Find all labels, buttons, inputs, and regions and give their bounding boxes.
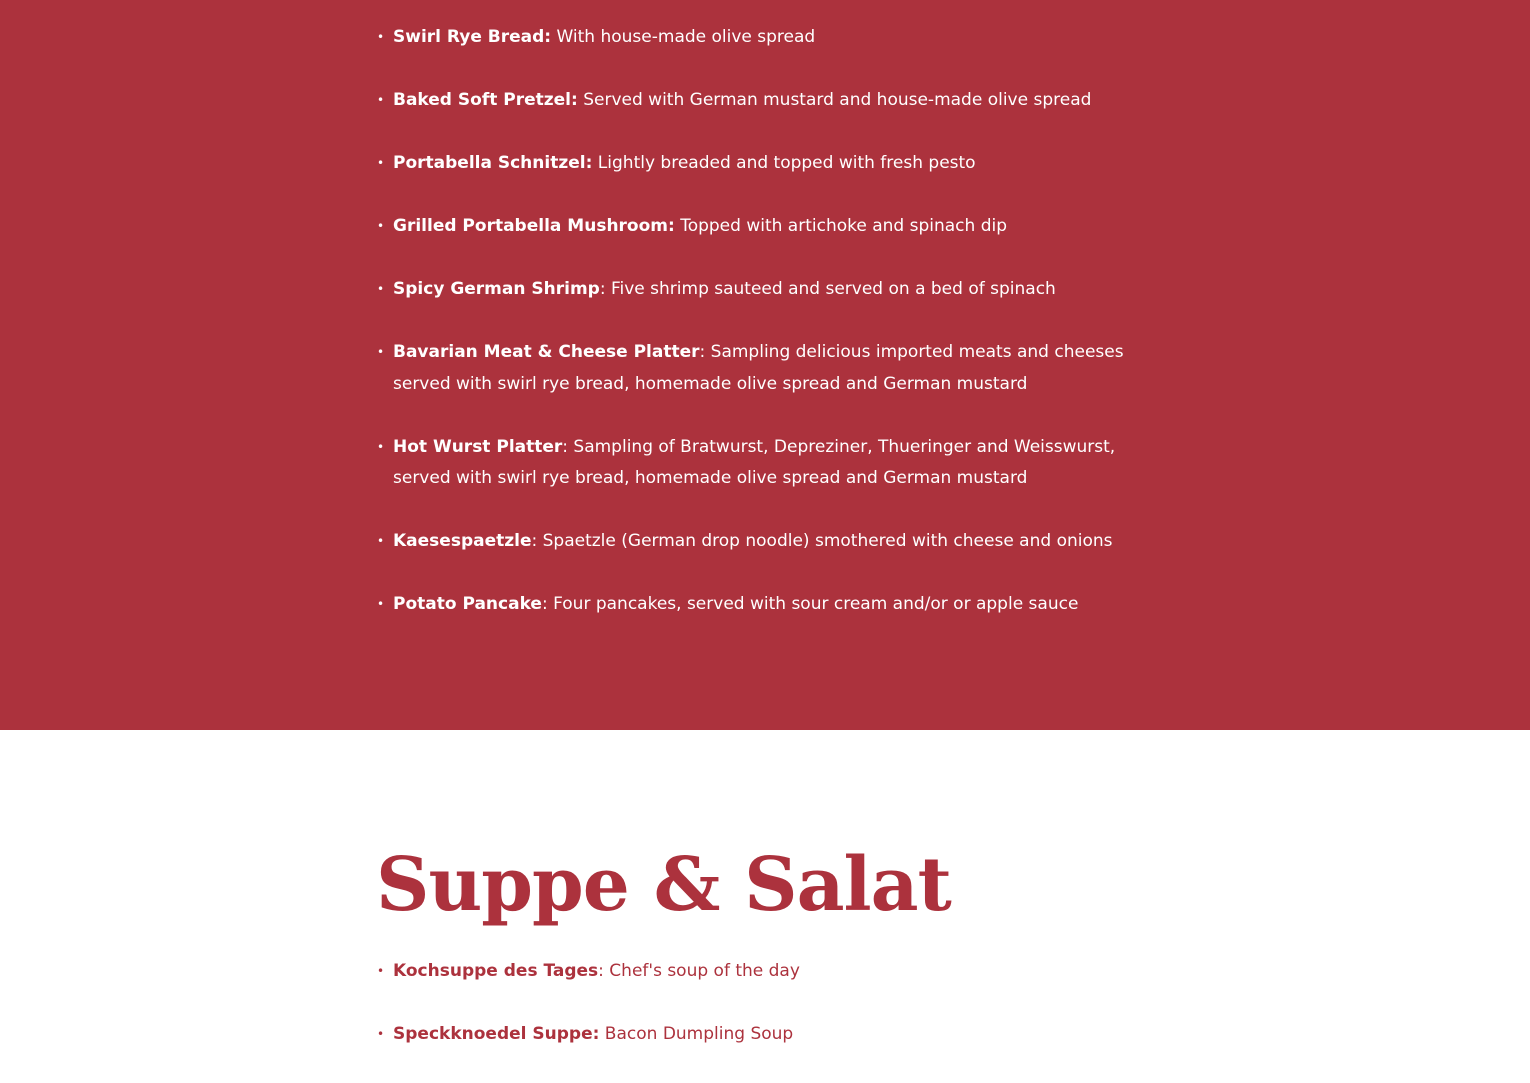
- soup-salad-section: [0, 730, 1530, 1083]
- menu-item-name: Swirl Rye Bread:: [393, 27, 552, 47]
- list-item: [377, 337, 1147, 400]
- menu-item-description: : Sampling delicious imported meats and cheeses served with swirl rye bread, homemade olive spread and German mustard: [393, 342, 1124, 394]
- bullet-icon: •: [377, 597, 385, 611]
- appetizer-list: [377, 22, 1147, 652]
- soup-salad-list: [377, 956, 1147, 1082]
- menu-item-description: Served with German mustard and house-made olive spread: [577, 90, 1092, 110]
- menu-item-name: Potato Pancake: [393, 594, 542, 614]
- list-item: [377, 526, 1147, 558]
- menu-item-description: : Five shrimp sauteed and served on a bed of spinach: [599, 279, 1056, 299]
- bullet-icon: •: [377, 219, 385, 233]
- menu-item-description: : Four pancakes, served with sour cream and/or or apple sauce: [541, 594, 1079, 614]
- menu-item-name: Baked Soft Pretzel:: [393, 90, 578, 110]
- list-item: [377, 148, 1147, 180]
- bullet-icon: •: [377, 534, 385, 548]
- menu-item-name: Grilled Portabella Mushroom:: [393, 216, 675, 236]
- list-item: [377, 432, 1147, 495]
- list-item: [377, 211, 1147, 243]
- bullet-icon: •: [377, 1027, 385, 1041]
- bullet-icon: •: [377, 282, 385, 296]
- menu-item-description: Lightly breaded and topped with fresh pesto: [592, 153, 976, 173]
- menu-item-description: : Chef's soup of the day: [598, 961, 800, 981]
- menu-item-name: Hot Wurst Platter: [393, 436, 563, 457]
- menu-item-name: Kaesespaetzle: [393, 531, 532, 551]
- menu-item-name: Speckknoedel Suppe:: [393, 1024, 600, 1044]
- menu-item-name: Kochsuppe des Tages: [393, 961, 599, 981]
- bullet-icon: •: [377, 93, 385, 107]
- menu-item-description: Bacon Dumpling Soup: [599, 1024, 794, 1044]
- bullet-icon: •: [377, 345, 385, 359]
- list-item: [377, 589, 1147, 621]
- list-item: [377, 1019, 1147, 1051]
- list-item: [377, 22, 1147, 54]
- menu-item-description: : Spaetzle (German drop noodle) smothered with cheese and onions: [531, 531, 1113, 551]
- list-item: [377, 85, 1147, 117]
- menu-item-description: With house-made olive spread: [551, 27, 816, 47]
- list-item: [377, 956, 1147, 988]
- list-item: [377, 274, 1147, 306]
- menu-item-name: Bavarian Meat & Cheese Platter: [393, 342, 700, 362]
- menu-item-description: Topped with artichoke and spinach dip: [674, 216, 1008, 236]
- menu-item-name: Spicy German Shrimp: [393, 279, 600, 299]
- bullet-icon: •: [377, 439, 385, 454]
- menu-item-name: Portabella Schnitzel:: [393, 153, 593, 173]
- bullet-icon: •: [377, 156, 385, 170]
- bullet-icon: •: [377, 964, 385, 978]
- section-title: Suppe & Salat: [376, 842, 951, 928]
- bullet-icon: •: [377, 30, 385, 44]
- menu-item-description: : Sampling of Bratwurst, Depreziner, Thueringer and Weisswurst, served with swirl rye bread, homemade olive spread and German mustard: [393, 436, 1116, 488]
